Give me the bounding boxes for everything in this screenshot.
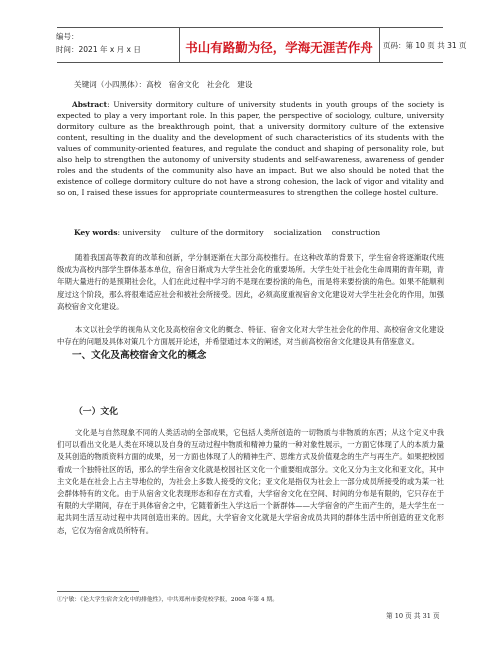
keywords-english	[74, 227, 380, 238]
page-header	[56, 27, 467, 63]
code-label: 编号：	[56, 32, 79, 41]
keyword-item: : university	[117, 228, 161, 237]
abstract-label: Abstract	[72, 100, 108, 109]
body-paragraph-3: 文化是与自然现象不同的人类活动的全部成果，它包括人类所创造的一切物质与非物质的东西；从这个定义中我们可以看出文化是人类在环境以及自身的互动过程中物质和精神力量的一种对象性展示，一方面它体现了人的本质力量及其创造的物质资料方面的成果，另一方面也体现了人的精神生产、思维方式及价值观念的生产与再生产。如果把校园看成一个独特社区的话，那么的学生宿舍文化就是校园社区文化一个重要组成部分。文化又分为主文化和亚文化，其中主文化是在社会上占主导地位的，为社会上多数人接受的文化；亚文化是指仅为社会上一部分成员所接受的或为某一社会群体特有的文化。由于从宿舍文化表现形态和存在方式看，大学宿舍文化在空间、时间的分布是有限的，它只存在于有限的大学期间，存在于具体宿舍之中，它随着新生入学这后一个新群体——大学宿舍的产生而产生的，是大学生在一起共同生活互动过程中共同创造出来的。因此，大学宿舍文化就是大学宿舍成员共同的群体生活中所创造的亚文化形态，它仅为宿舍成员所特有。	[57, 428, 444, 535]
body-paragraph-1: 随着我国高等教育的改革和创新，学分制逐渐在大部分高校推行。在这种改革的背景下，学生宿舍将逐渐取代班级成为高校内部学生群体基本单位，宿舍日渐成为大学生社会化的重要场所。大学生处于社会化生命周期的青年期，青年期大量进行的是预期社会化，人们在此过程中学习的不是现在要扮演的角色，而是将来要扮演的角色。如果不能顺利度过这个阶段，那么将很难适应社会和被社会所接受。因此，必须高度重视宿舍文化建设对大学生社会化的作用，加强高校宿舍文化建设。	[57, 253, 444, 311]
section-heading: 一、文化及高校宿舍文化的概念	[72, 350, 207, 361]
abstract-text: : University dormitory culture of university students in youth groups of the society is expected to play a very important role. In this paper, the perspective of sociology, culture, university dormitory culture as the breakthrough point, that a university dormitory culture of the extensive content, resulting in the duality and the development of such characteristics of its students with the values of community-oriented features, and regulate the conduct and shaping of personality role, but also help to strengthen the autonomy of university students and self-awareness, awareness of gender roles and the students of the community also have an impact. But we also should be noted that the existence of college dormitory culture do not have a strong cohesion, the lack of vigor and vitality and so on, I raised these issues for appropriate countermeasures to strengthen the college hostel culture.	[57, 100, 444, 197]
header-slogan-cell	[180, 28, 378, 62]
subsection-heading: （一）文化	[74, 407, 118, 417]
body-paragraph-2: 本文以社会学的视角从文化及高校宿舍文化的概念、特征、宿舍文化对大学生社会化的作用、高校宿舍文化建设中存在的问题及具体对策几个方面展开论述，并希望通过本文的阐述，对当前高校宿舍文化建设具有借鉴意义。	[57, 325, 444, 347]
keyword-item: culture of the dormitory	[170, 228, 264, 237]
page-number: 第 10 页 共 31 页	[386, 612, 440, 620]
abstract-paragraph	[57, 99, 444, 198]
slogan: 书山有路勤为径，学海无涯苦作舟	[185, 40, 373, 55]
keyword-item: socialization	[273, 228, 322, 237]
keywords-en-label: Key words	[74, 228, 118, 237]
keywords-chinese: 关键词（小四黑体）：高校 宿舍文化 社会化 建设	[74, 80, 253, 89]
footnote: ①宁敏：《论大学生宿舍文化中的排他性》，中共郑州市委党校学报，2008 年第 4 期。	[57, 597, 279, 603]
keyword-item: construction	[331, 228, 381, 237]
header-page-info: 页码：第 10 页 共 31 页	[383, 41, 467, 50]
header-page-cell	[379, 28, 467, 62]
header-meta-cell	[57, 28, 180, 62]
footnote-divider	[57, 591, 139, 592]
date-label: 时间：2021 年 x 月 x 日	[56, 45, 141, 54]
